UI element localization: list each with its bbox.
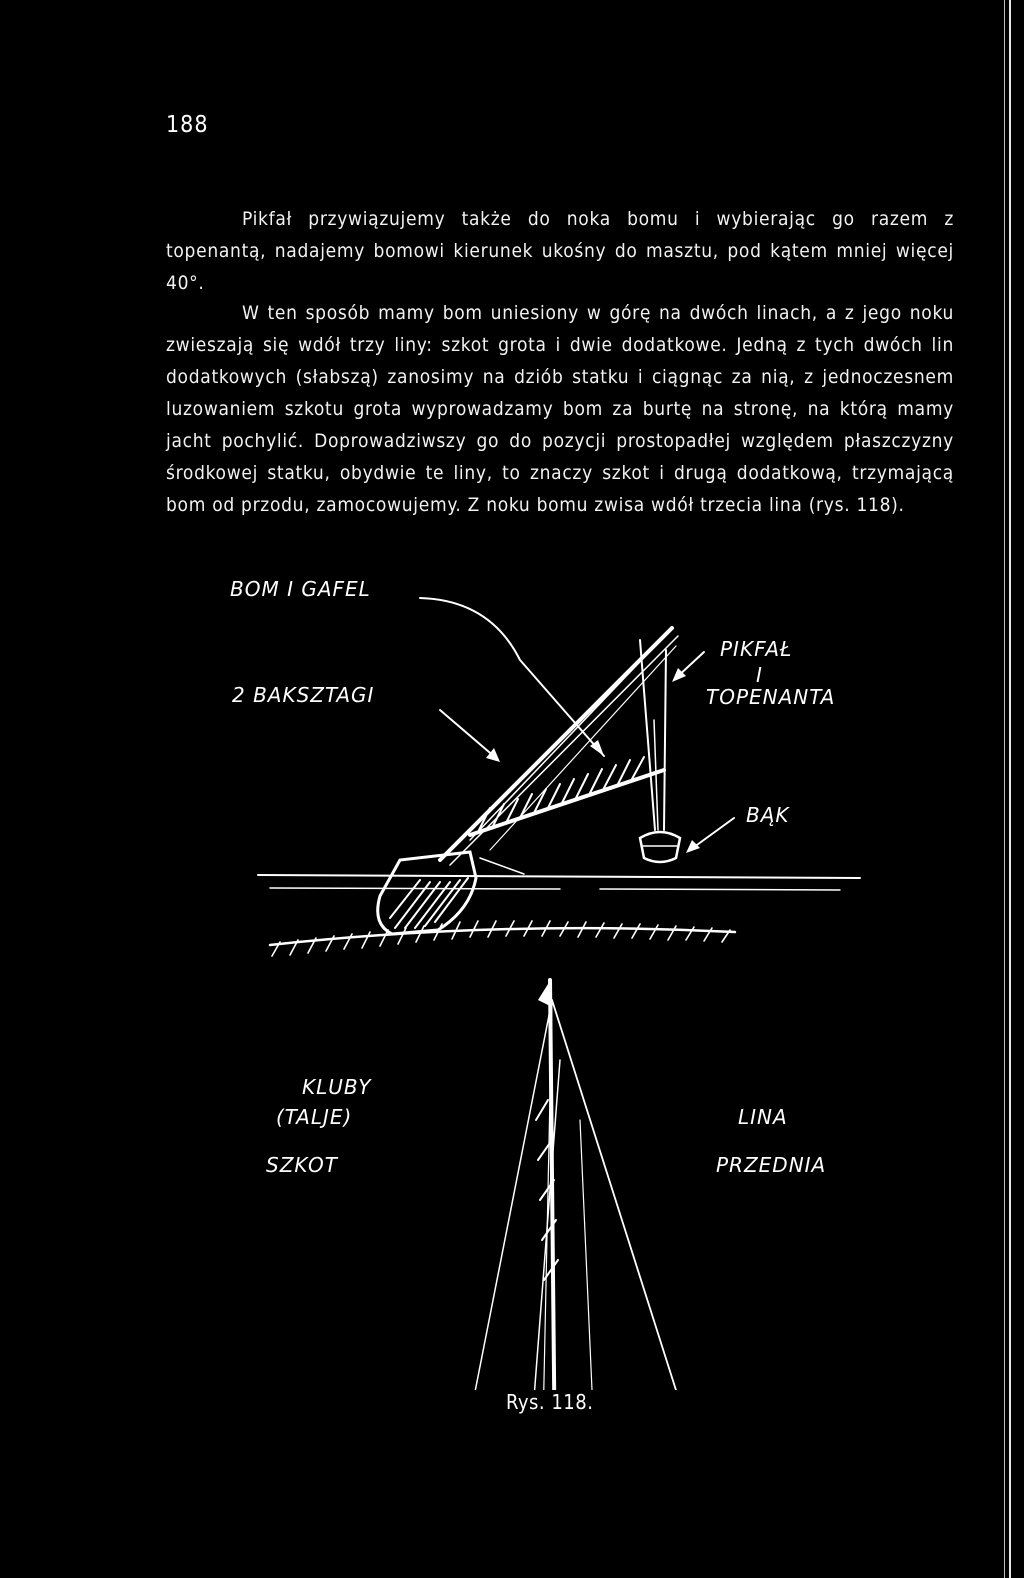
figure-caption: Rys. 118. [506, 1390, 594, 1414]
label-pikfal-3: TOPENANTA [706, 685, 836, 709]
arrow-bakszt [440, 710, 496, 758]
page-number: 188 [166, 112, 209, 138]
paragraph-1: Pikfał przywiązujemy także do noka bomu i wybierając go razem z topenantą, nadajemy bomowi kierunek ukośny do masztu, pod kątem mniej więcej 40°. [166, 208, 954, 294]
label-szkot: SZKOT [266, 1153, 338, 1177]
label-pikfal-2: I [756, 663, 763, 687]
hull [378, 852, 476, 934]
label-lina-2: PRZEDNIA [716, 1153, 827, 1177]
label-bakszt-1: 2 BAKSZTAGI [232, 683, 375, 707]
pennant [538, 984, 550, 1006]
label-lina-1: LINA [738, 1105, 788, 1129]
label-kluby-2: (TALJE) [276, 1105, 353, 1129]
figure-118 [0, 560, 1000, 1390]
label-pikfal-1: PIKFAŁ [720, 637, 793, 661]
label-bak: BĄK [746, 803, 790, 827]
bucket [640, 832, 680, 862]
arrow-bom-gafel [420, 598, 604, 756]
water-line [258, 875, 860, 878]
seabed [270, 928, 735, 945]
water-line-2 [270, 888, 560, 889]
page-edge-line-inner [1004, 0, 1005, 1578]
page-edge-line [1009, 0, 1011, 1578]
label-kluby-1: KLUBY [302, 1075, 372, 1099]
label-bom-gafel: BOM I GAFEL [230, 577, 371, 601]
paragraph-2: W ten sposób mamy bom uniesiony w górę na dwóch linach, a z jego noku zwieszają się wdół trzy liny: szkot grota i dwie dodatkowe. Jedną z tych dwóch lin dodatkowych (słabszą) zanosimy na dziób statku i ciągnąc za nią, z jednoczesnem luzowaniem szkotu grota wyprowadzamy bom za burtę na stronę, na którą mamy jacht pochylić. Doprowadziwszy go do pozycji prostopadłej względem płaszczyzny środkowej statku, obydwie te liny, to znaczy szkot i drugą dodatkową, trzymającą bom od przodu, zamocowujemy. Z noku bomu zwisa wdół trzecia lina (rys. 118). [166, 302, 954, 516]
mast [440, 628, 672, 860]
hull-hatching [390, 878, 468, 928]
upright-boat-drawing [230, 980, 890, 1390]
